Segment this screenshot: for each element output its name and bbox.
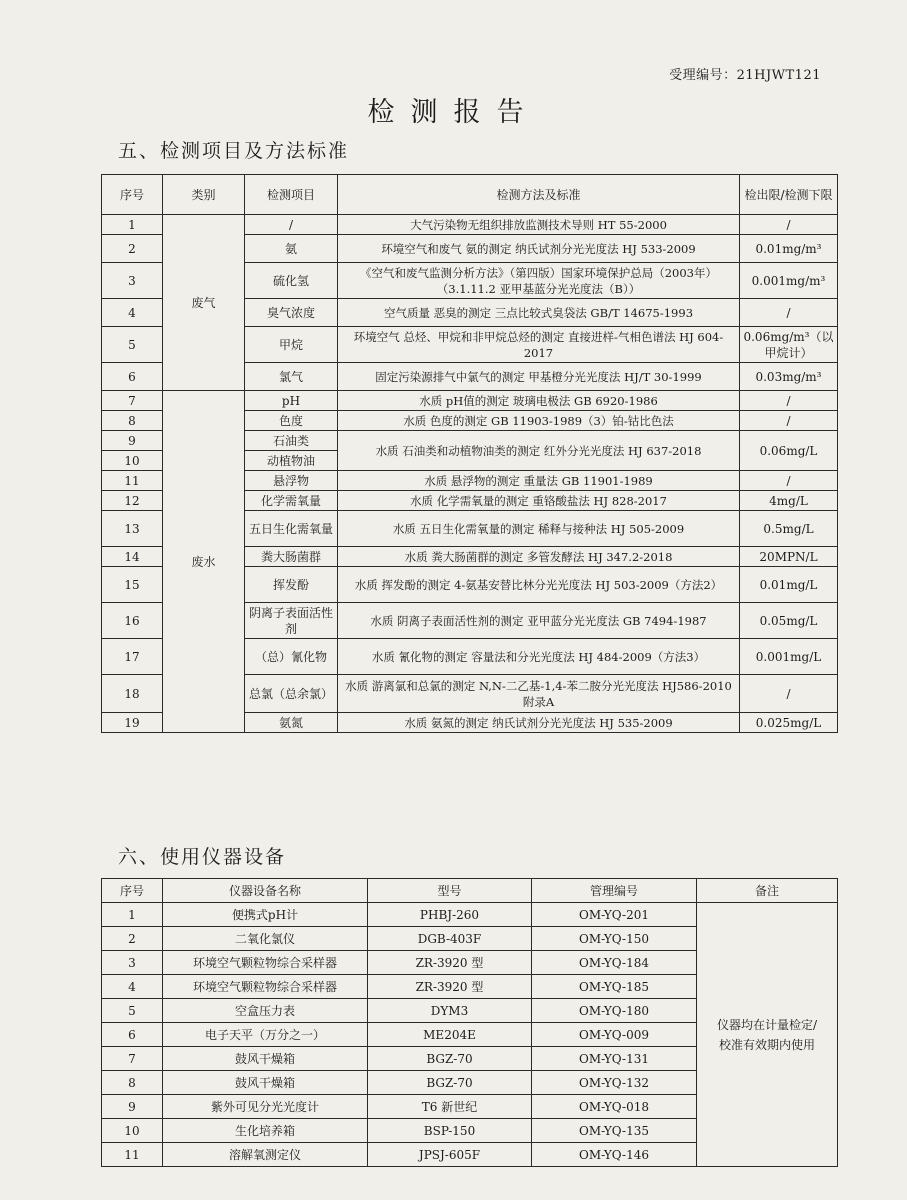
management-number: OM-YQ-201 xyxy=(532,903,697,927)
limit-cell: / xyxy=(740,391,838,411)
limit-cell: 0.06mg/m³（以甲烷计） xyxy=(740,327,838,363)
row-number: 9 xyxy=(102,431,163,451)
row-number: 8 xyxy=(102,411,163,431)
column-header-no: 序号 xyxy=(102,879,163,903)
limit-cell: / xyxy=(740,675,838,713)
column-header-remark: 备注 xyxy=(697,879,838,903)
limit-cell: / xyxy=(740,471,838,491)
row-number: 5 xyxy=(102,327,163,363)
column-header-model: 型号 xyxy=(368,879,532,903)
method-cell: 空气质量 恶臭的测定 三点比较式臭袋法 GB/T 14675-1993 xyxy=(338,299,740,327)
limit-cell: 0.06mg/L xyxy=(740,431,838,471)
instrument-model: ME204E xyxy=(368,1023,532,1047)
row-number: 15 xyxy=(102,567,163,603)
test-item: 挥发酚 xyxy=(245,567,338,603)
column-header-item: 检测项目 xyxy=(245,175,338,215)
row-number: 3 xyxy=(102,263,163,299)
instrument-name: 电子天平（万分之一） xyxy=(163,1023,368,1047)
management-number: OM-YQ-135 xyxy=(532,1119,697,1143)
row-number: 6 xyxy=(102,1023,163,1047)
method-cell: 固定污染源排气中氯气的测定 甲基橙分光光度法 HJ/T 30-1999 xyxy=(338,363,740,391)
column-header-name: 仪器设备名称 xyxy=(163,879,368,903)
instrument-model: PHBJ-260 xyxy=(368,903,532,927)
row-number: 11 xyxy=(102,471,163,491)
test-item: 悬浮物 xyxy=(245,471,338,491)
instrument-model: ZR-3920 型 xyxy=(368,951,532,975)
test-item: 阴离子表面活性剂 xyxy=(245,603,338,639)
test-item: 氯气 xyxy=(245,363,338,391)
limit-cell: 0.01mg/L xyxy=(740,567,838,603)
limit-cell: 0.01mg/m³ xyxy=(740,235,838,263)
row-number: 7 xyxy=(102,391,163,411)
instrument-name: 鼓风干燥箱 xyxy=(163,1047,368,1071)
instrument-model: ZR-3920 型 xyxy=(368,975,532,999)
table-header-row xyxy=(102,879,838,903)
limit-cell: 0.001mg/L xyxy=(740,639,838,675)
row-number: 9 xyxy=(102,1095,163,1119)
row-number: 13 xyxy=(102,511,163,547)
row-number: 14 xyxy=(102,547,163,567)
column-header-category: 类别 xyxy=(163,175,245,215)
method-cell: 水质 悬浮物的测定 重量法 GB 11901-1989 xyxy=(338,471,740,491)
method-cell: 水质 石油类和动植物油类的测定 红外分光光度法 HJ 637-2018 xyxy=(338,431,740,471)
method-cell: 水质 色度的测定 GB 11903-1989（3）铂-钴比色法 xyxy=(338,411,740,431)
management-number: OM-YQ-184 xyxy=(532,951,697,975)
methods-table xyxy=(101,174,838,733)
row-number: 1 xyxy=(102,903,163,927)
table-row xyxy=(102,391,838,411)
instrument-name: 便携式pH计 xyxy=(163,903,368,927)
instrument-model: T6 新世纪 xyxy=(368,1095,532,1119)
management-number: OM-YQ-018 xyxy=(532,1095,697,1119)
row-number: 1 xyxy=(102,215,163,235)
test-item: 石油类 xyxy=(245,431,338,451)
row-number: 3 xyxy=(102,951,163,975)
method-cell: 水质 化学需氧量的测定 重铬酸盐法 HJ 828-2017 xyxy=(338,491,740,511)
table-row xyxy=(102,903,838,927)
category-cell: 废气 xyxy=(163,215,245,391)
instrument-name: 溶解氧测定仪 xyxy=(163,1143,368,1167)
report-title: 检测报告 xyxy=(367,97,540,128)
row-number: 11 xyxy=(102,1143,163,1167)
method-cell: 环境空气和废气 氨的测定 纳氏试剂分光光度法 HJ 533-2009 xyxy=(338,235,740,263)
column-header-limit: 检出限/检测下限 xyxy=(740,175,838,215)
test-item: 硫化氢 xyxy=(245,263,338,299)
row-number: 12 xyxy=(102,491,163,511)
test-item: 氨氮 xyxy=(245,713,338,733)
method-cell: 水质 挥发酚的测定 4-氨基安替比林分光光度法 HJ 503-2009（方法2） xyxy=(338,567,740,603)
limit-cell: 0.025mg/L xyxy=(740,713,838,733)
table-row xyxy=(102,215,838,235)
test-item: 化学需氧量 xyxy=(245,491,338,511)
limit-cell: / xyxy=(740,299,838,327)
management-number: OM-YQ-180 xyxy=(532,999,697,1023)
management-number: OM-YQ-185 xyxy=(532,975,697,999)
row-number: 8 xyxy=(102,1071,163,1095)
remark-cell: 仪器均在计量检定/校准有效期内使用 xyxy=(697,903,838,1167)
method-cell: 水质 游离氯和总氯的测定 N,N-二乙基-1,4-苯二胺分光光度法 HJ586-2010 附录A xyxy=(338,675,740,713)
limit-cell: 0.001mg/m³ xyxy=(740,263,838,299)
test-item: 臭气浓度 xyxy=(245,299,338,327)
instruments-table xyxy=(101,878,838,1167)
test-item: pH xyxy=(245,391,338,411)
limit-cell: 4mg/L xyxy=(740,491,838,511)
method-cell: 《空气和废气监测分析方法》（第四版）国家环境保护总局（2003年）（3.1.11.2 亚甲基蓝分光光度法（B）） xyxy=(338,263,740,299)
row-number: 4 xyxy=(102,299,163,327)
limit-cell: 0.05mg/L xyxy=(740,603,838,639)
test-item: 氨 xyxy=(245,235,338,263)
test-item: 粪大肠菌群 xyxy=(245,547,338,567)
row-number: 10 xyxy=(102,451,163,471)
method-cell: 水质 pH值的测定 玻璃电极法 GB 6920-1986 xyxy=(338,391,740,411)
column-header-no: 序号 xyxy=(102,175,163,215)
method-cell: 大气污染物无组织排放监测技术导则 HT 55-2000 xyxy=(338,215,740,235)
row-number: 5 xyxy=(102,999,163,1023)
test-item: / xyxy=(245,215,338,235)
method-cell: 环境空气 总烃、甲烷和非甲烷总烃的测定 直接进样-气相色谱法 HJ 604-2017 xyxy=(338,327,740,363)
row-number: 7 xyxy=(102,1047,163,1071)
test-item: 甲烷 xyxy=(245,327,338,363)
instrument-model: JPSJ-605F xyxy=(368,1143,532,1167)
column-header-method: 检测方法及标准 xyxy=(338,175,740,215)
test-item: （总）氰化物 xyxy=(245,639,338,675)
row-number: 18 xyxy=(102,675,163,713)
instrument-name: 紫外可见分光光度计 xyxy=(163,1095,368,1119)
row-number: 6 xyxy=(102,363,163,391)
section-heading-instruments: 六、使用仪器设备 xyxy=(118,846,287,868)
row-number: 2 xyxy=(102,927,163,951)
acceptance-number: 受理编号：21HJWT121 xyxy=(669,68,821,83)
management-number: OM-YQ-146 xyxy=(532,1143,697,1167)
test-item: 总氯（总余氯） xyxy=(245,675,338,713)
instrument-name: 二氧化氯仪 xyxy=(163,927,368,951)
management-number: OM-YQ-131 xyxy=(532,1047,697,1071)
table-header-row xyxy=(102,175,838,215)
limit-cell: 0.5mg/L xyxy=(740,511,838,547)
instrument-name: 鼓风干燥箱 xyxy=(163,1071,368,1095)
limit-cell: 20MPN/L xyxy=(740,547,838,567)
row-number: 17 xyxy=(102,639,163,675)
instrument-model: DGB-403F xyxy=(368,927,532,951)
category-cell: 废水 xyxy=(163,391,245,733)
instrument-name: 环境空气颗粒物综合采样器 xyxy=(163,951,368,975)
instrument-model: BSP-150 xyxy=(368,1119,532,1143)
test-item: 动植物油 xyxy=(245,451,338,471)
test-item: 五日生化需氧量 xyxy=(245,511,338,547)
method-cell: 水质 五日生化需氧量的测定 稀释与接种法 HJ 505-2009 xyxy=(338,511,740,547)
row-number: 4 xyxy=(102,975,163,999)
management-number: OM-YQ-009 xyxy=(532,1023,697,1047)
test-item: 色度 xyxy=(245,411,338,431)
section-heading-methods: 五、检测项目及方法标准 xyxy=(118,140,350,162)
row-number: 16 xyxy=(102,603,163,639)
limit-cell: / xyxy=(740,411,838,431)
instrument-model: BGZ-70 xyxy=(368,1047,532,1071)
row-number: 19 xyxy=(102,713,163,733)
instrument-model: DYM3 xyxy=(368,999,532,1023)
column-header-id: 管理编号 xyxy=(532,879,697,903)
limit-cell: 0.03mg/m³ xyxy=(740,363,838,391)
limit-cell: / xyxy=(740,215,838,235)
instrument-name: 空盒压力表 xyxy=(163,999,368,1023)
management-number: OM-YQ-150 xyxy=(532,927,697,951)
instrument-model: BGZ-70 xyxy=(368,1071,532,1095)
method-cell: 水质 氨氮的测定 纳氏试剂分光光度法 HJ 535-2009 xyxy=(338,713,740,733)
method-cell: 水质 氰化物的测定 容量法和分光光度法 HJ 484-2009（方法3） xyxy=(338,639,740,675)
method-cell: 水质 阴离子表面活性剂的测定 亚甲蓝分光光度法 GB 7494-1987 xyxy=(338,603,740,639)
row-number: 2 xyxy=(102,235,163,263)
instrument-name: 生化培养箱 xyxy=(163,1119,368,1143)
row-number: 10 xyxy=(102,1119,163,1143)
management-number: OM-YQ-132 xyxy=(532,1071,697,1095)
method-cell: 水质 粪大肠菌群的测定 多管发酵法 HJ 347.2-2018 xyxy=(338,547,740,567)
instrument-name: 环境空气颗粒物综合采样器 xyxy=(163,975,368,999)
